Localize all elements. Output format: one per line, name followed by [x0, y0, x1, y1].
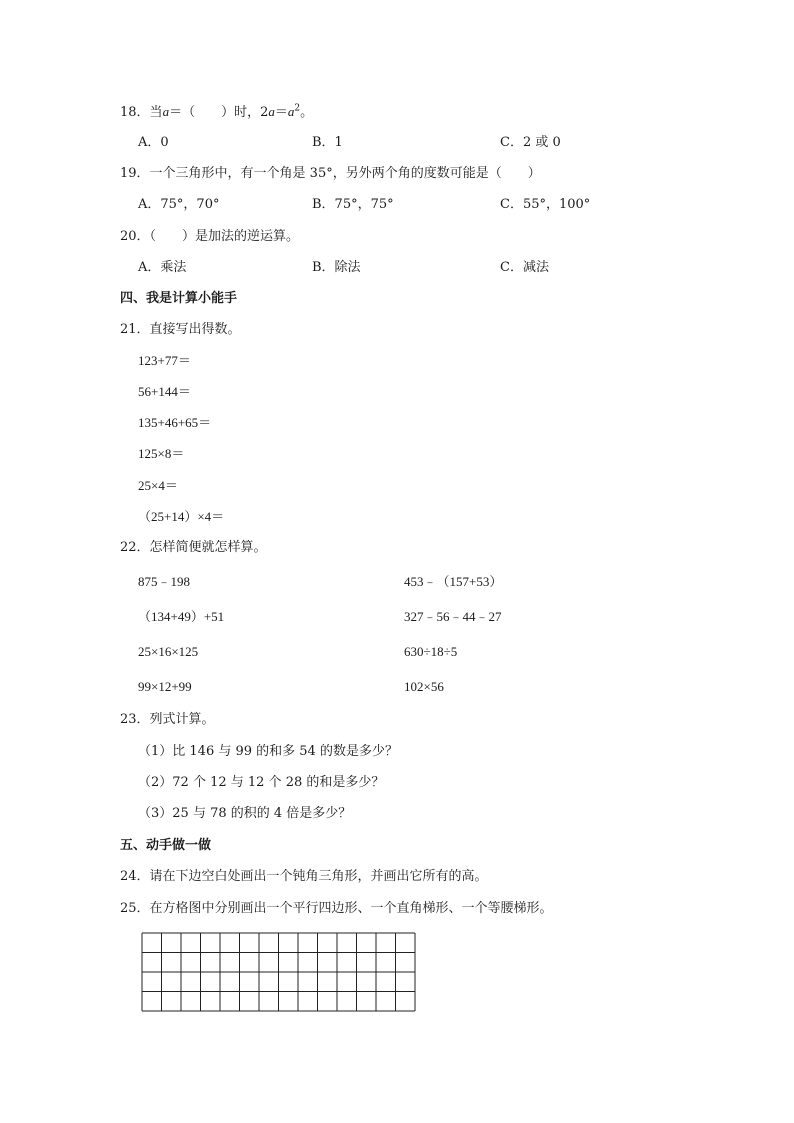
sub-question: （3）25 与 78 的积的 4 倍是多少？: [138, 806, 352, 821]
question-24: 24．请在下边空白处画出一个钝角三角形，并画出它所有的高。: [120, 869, 488, 884]
question-20: 20．（ ）是加法的逆运算。: [120, 229, 300, 244]
question-23: 23．列式计算。: [120, 712, 215, 727]
calc-item: 99×12+99: [138, 679, 192, 694]
option-b[interactable]: B．1: [312, 135, 343, 150]
option-c[interactable]: C．减法: [500, 260, 549, 275]
option-a[interactable]: A．0: [138, 135, 169, 150]
option-c[interactable]: C．2 或 0: [500, 135, 561, 150]
calc-item: 875﹣198: [138, 574, 191, 589]
question-22: 22．怎样简便就怎样算。: [120, 540, 267, 555]
option-b[interactable]: B．75°，75°: [312, 197, 394, 212]
calc-item: 453﹣（157+53）: [404, 574, 503, 589]
option-b[interactable]: B．除法: [312, 260, 361, 275]
calc-item: （134+49）+51: [138, 609, 225, 624]
calc-item: 327﹣56﹣44﹣27: [404, 609, 502, 624]
sub-question: （2）72 个 12 与 12 个 28 的和是多少？: [138, 775, 385, 790]
sub-question: （1）比 146 与 99 的和多 54 的数是多少？: [138, 744, 398, 759]
square-grid[interactable]: [141, 932, 419, 1022]
section-heading-5: 五、动手做一做: [120, 838, 212, 853]
grid-svg: [141, 932, 419, 1018]
calc-item: 630÷18÷5: [404, 644, 458, 659]
option-a[interactable]: A．乘法: [138, 260, 187, 275]
option-c[interactable]: C．55°，100°: [500, 197, 591, 212]
question-number: 18．: [120, 105, 150, 120]
calc-item: （25+14）×4＝: [138, 509, 225, 524]
question-19: 19．一个三角形中，有一个角是 35°，另外两个角的度数可能是（ ）: [120, 166, 541, 181]
calc-item: 123+77＝: [138, 353, 191, 368]
calc-item: 56+144＝: [138, 384, 191, 399]
section-heading-4: 四、我是计算小能手: [120, 291, 238, 306]
calc-item: 25×16×125: [138, 644, 199, 659]
question-18: 18．当a＝（ ）时，$2a=a^2$。: [120, 103, 314, 120]
question-25: 25．在方格图中分别画出一个平行四边形、一个直角梯形、一个等腰梯形。: [120, 901, 553, 916]
option-a[interactable]: A．75°，70°: [138, 197, 220, 212]
calc-item: 135+46+65＝: [138, 415, 212, 430]
calc-item: 125×8＝: [138, 446, 185, 461]
calc-item: 102×56: [404, 679, 444, 694]
calc-item: 25×4＝: [138, 478, 178, 493]
question-21: 21．直接写出得数。: [120, 322, 241, 337]
